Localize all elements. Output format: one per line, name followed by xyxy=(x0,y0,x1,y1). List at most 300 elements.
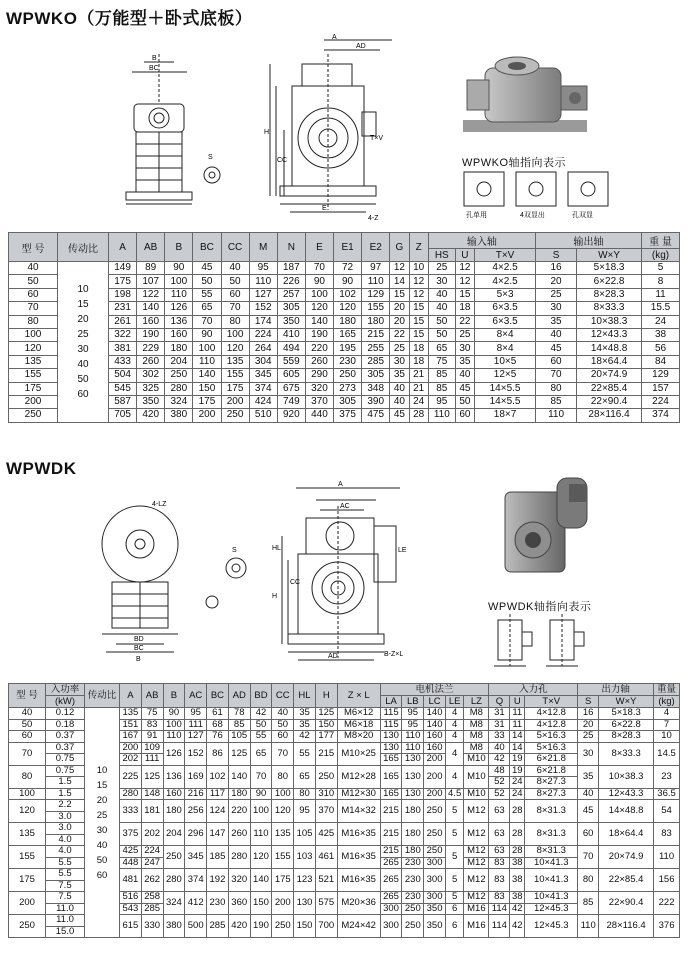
table-cell: 265 xyxy=(380,857,402,869)
table-cell: M10 xyxy=(464,765,489,788)
table-cell: 45 xyxy=(578,800,599,823)
table-row xyxy=(9,369,680,382)
hdr-flange-group: 电机法兰 xyxy=(380,684,489,696)
table-cell: 559 xyxy=(277,355,305,368)
table-cell: 109 xyxy=(141,742,163,754)
table-cell: 52 xyxy=(489,777,510,789)
table-cell: 75 xyxy=(141,708,163,720)
table-cell: 20 xyxy=(578,719,599,731)
table-cell: 18×64.4 xyxy=(577,355,642,368)
table-cell: 256 xyxy=(185,800,207,823)
label-HL: HL xyxy=(272,545,281,552)
cell-model: 80 xyxy=(9,315,58,328)
table-cell: 28×116.4 xyxy=(577,409,642,422)
table-cell: 374 xyxy=(642,409,680,422)
label-BC: BC xyxy=(149,65,159,72)
label-E: E xyxy=(322,205,327,212)
table-cell: 192 xyxy=(207,869,229,892)
cell-power: 0.37 xyxy=(46,742,85,754)
table-cell: 204 xyxy=(163,823,185,846)
table-cell: 160 xyxy=(137,315,165,328)
hdr-col: E2 xyxy=(362,233,390,262)
table-cell: 230 xyxy=(207,892,229,915)
table-cell: 187 xyxy=(277,262,305,275)
table-cell: 28 xyxy=(510,846,525,858)
hdr-sub: T×V xyxy=(525,696,578,708)
label-BC: BC xyxy=(134,645,144,652)
table-cell: 155 xyxy=(362,302,390,315)
table-cell: 250 xyxy=(424,823,446,846)
table-cell: 4 xyxy=(445,731,463,743)
table-cell: 155 xyxy=(272,846,294,869)
table-cell: 136 xyxy=(165,315,193,328)
table-cell: 8×31.3 xyxy=(525,800,578,823)
cell-power: 5.5 xyxy=(46,869,85,881)
cell-power: 4.0 xyxy=(46,846,85,858)
table-cell: 10 xyxy=(654,731,680,743)
table-cell: 257 xyxy=(277,288,305,301)
table-cell: 6×21.8 xyxy=(525,754,578,766)
cell-model: 200 xyxy=(9,395,58,408)
table-cell: 24 xyxy=(409,395,428,408)
table-cell: 18 xyxy=(409,342,428,355)
table-cell: 15 xyxy=(409,302,428,315)
table-cell: 215 xyxy=(315,742,337,765)
table-cell: 700 xyxy=(315,915,337,938)
table-cell: 8×28.3 xyxy=(599,731,654,743)
table-cell: 350 xyxy=(137,395,165,408)
table-row xyxy=(9,288,680,301)
table-cell: 80 xyxy=(221,315,249,328)
table-cell: 22 xyxy=(390,328,409,341)
table-cell: M12 xyxy=(464,800,489,823)
cell-power: 7.5 xyxy=(46,892,85,904)
table-cell: 181 xyxy=(141,800,163,823)
table-cell: 110 xyxy=(193,355,221,368)
hdr-col: AC xyxy=(185,684,207,708)
cell-model: 50 xyxy=(9,275,58,288)
table-cell: 35 xyxy=(294,708,316,720)
table-cell: 5 xyxy=(445,846,463,869)
table-cell: 130 xyxy=(402,754,424,766)
table-cell: 258 xyxy=(141,892,163,904)
table-cell: 12×5 xyxy=(475,369,536,382)
table-cell: 50 xyxy=(428,328,455,341)
table-cell: 15 xyxy=(409,315,428,328)
table-cell: 175 xyxy=(272,869,294,892)
table-cell: 305 xyxy=(362,369,390,382)
table-cell: 5 xyxy=(445,800,463,823)
table-cell: 83 xyxy=(654,823,680,846)
table-cell: 360 xyxy=(228,892,250,915)
table-cell: 111 xyxy=(185,719,207,731)
wpwdk-front-view-drawing xyxy=(270,480,420,675)
table-cell: 250 xyxy=(165,369,193,382)
table-cell: 224 xyxy=(642,395,680,408)
table-cell: 230 xyxy=(334,355,362,368)
table-cell: 280 xyxy=(165,382,193,395)
table-cell: 200 xyxy=(272,892,294,915)
table-cell: 250 xyxy=(424,800,446,823)
table-cell: 10×38.3 xyxy=(599,765,654,788)
table-cell: 160 xyxy=(424,742,446,754)
table-cell: 222 xyxy=(654,892,680,915)
table-cell: 30 xyxy=(536,302,577,315)
cell-model: 175 xyxy=(9,869,46,892)
table-cell: M16×35 xyxy=(337,823,380,846)
cell-model: 70 xyxy=(9,742,46,765)
table-cell: 285 xyxy=(141,903,163,915)
table-cell: 85 xyxy=(536,395,577,408)
table-cell: 18×64.4 xyxy=(599,823,654,846)
table-cell: 425 xyxy=(315,823,337,846)
table-cell: M12×30 xyxy=(337,788,380,800)
hdr-col: N xyxy=(277,233,305,262)
table-cell: 24 xyxy=(510,788,525,800)
ratio-value: 30 xyxy=(96,824,108,836)
table-cell: 30 xyxy=(578,742,599,765)
hdr-col: BC xyxy=(193,233,221,262)
table-cell: 155 xyxy=(221,369,249,382)
table-cell: 280 xyxy=(228,846,250,869)
table-cell: 63 xyxy=(489,846,510,858)
hdr-col: M xyxy=(249,233,277,262)
table-cell: 33 xyxy=(489,731,510,743)
table-cell: 100 xyxy=(221,328,249,341)
cell-model: 100 xyxy=(9,788,46,800)
table-cell: 615 xyxy=(120,915,142,938)
hdr-sub: (kg) xyxy=(642,249,680,262)
table-cell: 285 xyxy=(207,915,229,938)
table-cell: 380 xyxy=(165,409,193,422)
table-cell: 107 xyxy=(137,275,165,288)
table-cell: 89 xyxy=(137,262,165,275)
table-row xyxy=(9,275,680,288)
cell-model: 155 xyxy=(9,369,58,382)
cell-model: 200 xyxy=(9,892,46,915)
table-cell: 130 xyxy=(402,765,424,788)
table-cell: M12 xyxy=(464,857,489,869)
table-cell: 410 xyxy=(277,328,305,341)
table-cell: 324 xyxy=(165,395,193,408)
table-cell: 12×45.3 xyxy=(525,915,578,938)
table-cell: 12×43.3 xyxy=(599,788,654,800)
wpwdk-orientation-caption: WPWDK轴指向表示 xyxy=(488,601,592,613)
table-cell: 185 xyxy=(207,846,229,869)
table-cell: 255 xyxy=(362,342,390,355)
table-cell: 262 xyxy=(141,869,163,892)
cell-model: 250 xyxy=(9,409,58,422)
table-cell: 265 xyxy=(380,892,402,904)
table-cell: 190 xyxy=(305,328,333,341)
table-cell: 370 xyxy=(305,395,333,408)
label-BD: BD xyxy=(134,636,144,643)
ratio-value: 40 xyxy=(96,839,108,851)
wpwdk-orientation-diagrams xyxy=(490,612,600,674)
table-cell: 95 xyxy=(249,262,277,275)
table-cell: 140 xyxy=(193,369,221,382)
table-cell: 320 xyxy=(305,382,333,395)
hdr-sub: U xyxy=(510,696,525,708)
table-cell: 448 xyxy=(120,857,142,869)
table-cell: 21 xyxy=(409,369,428,382)
ratio-value: 25 xyxy=(96,809,108,821)
label-A: A xyxy=(338,481,343,488)
table-cell: 140 xyxy=(228,765,250,788)
table-cell: 4 xyxy=(445,742,463,765)
table-cell: 40 xyxy=(272,708,294,720)
table-cell: 38 xyxy=(510,869,525,892)
hdr-sub: LE xyxy=(445,696,463,708)
table-cell: 231 xyxy=(109,302,137,315)
table-cell: 160 xyxy=(163,788,185,800)
table-cell: 110 xyxy=(402,742,424,754)
table-cell: 8×4 xyxy=(475,342,536,355)
table-cell: 320 xyxy=(228,869,250,892)
table-cell: M10×25 xyxy=(337,742,380,765)
table-cell: 68 xyxy=(207,719,229,731)
table-cell: 52 xyxy=(489,788,510,800)
table-cell: 38 xyxy=(510,857,525,869)
table-cell: 100 xyxy=(250,800,272,823)
table-cell: 90 xyxy=(334,275,362,288)
table-cell: 23 xyxy=(654,765,680,788)
table-cell: 10×41.3 xyxy=(525,869,578,892)
hdr-output-group: 输出轴 xyxy=(536,233,642,249)
table-cell: 461 xyxy=(315,846,337,869)
table-cell: 6×3.5 xyxy=(475,302,536,315)
table-cell: 110 xyxy=(165,288,193,301)
table-cell: 65 xyxy=(428,342,455,355)
table-cell: 4×12.8 xyxy=(525,708,578,720)
table-cell: 56 xyxy=(642,342,680,355)
table-cell: 72 xyxy=(334,262,362,275)
table-cell: 102 xyxy=(207,765,229,788)
table-cell: 40 xyxy=(455,369,474,382)
table-cell: 35 xyxy=(294,719,316,731)
table-cell: 280 xyxy=(163,869,185,892)
table-row xyxy=(9,262,680,275)
table-cell: 200 xyxy=(424,788,446,800)
hdr-output-group: 出力轴 xyxy=(578,684,654,696)
table-cell: 70 xyxy=(578,846,599,869)
table-cell: 8×28.3 xyxy=(577,288,642,301)
table-cell: 370 xyxy=(315,800,337,823)
table-cell: 19 xyxy=(510,765,525,777)
table-cell: 45 xyxy=(390,409,409,422)
table-cell: 90 xyxy=(193,328,221,341)
table-cell: 125 xyxy=(141,765,163,788)
ratio-value: 15 xyxy=(96,779,108,791)
cell-power: 0.12 xyxy=(46,708,85,720)
label-H: H xyxy=(264,129,270,136)
table-cell: 265 xyxy=(380,869,402,892)
table-cell: 175 xyxy=(193,395,221,408)
table-cell: 4.5 xyxy=(445,788,463,800)
table-cell: 8×33.3 xyxy=(577,302,642,315)
table-cell: 300 xyxy=(424,869,446,892)
cell-model: 135 xyxy=(9,823,46,846)
table-cell: 250 xyxy=(424,846,446,858)
table-cell: 127 xyxy=(185,731,207,743)
table-cell: 225 xyxy=(120,765,142,788)
table-cell: 110 xyxy=(428,409,455,422)
label-TV: T×V xyxy=(370,135,384,142)
table-cell: 175 xyxy=(109,275,137,288)
label-B: B xyxy=(136,656,141,663)
table-cell: M8 xyxy=(464,742,489,754)
table-cell: 545 xyxy=(109,382,137,395)
cell-model: 120 xyxy=(9,800,46,823)
label-B: B xyxy=(152,55,157,62)
table-cell: M20×36 xyxy=(337,892,380,915)
hdr-sub: Q xyxy=(489,696,510,708)
cell-model: 60 xyxy=(9,288,58,301)
orientation-label-1: 孔单用 xyxy=(466,212,487,219)
table-cell: M10 xyxy=(464,754,489,766)
table-cell: 150 xyxy=(315,719,337,731)
table-cell: 42 xyxy=(510,903,525,915)
table-cell: 250 xyxy=(221,409,249,422)
table-cell: 80 xyxy=(536,382,577,395)
table-cell: 60 xyxy=(272,731,294,743)
table-cell: 147 xyxy=(207,823,229,846)
table-cell: 135 xyxy=(221,355,249,368)
table-cell: 260 xyxy=(228,823,250,846)
table-row xyxy=(9,409,680,422)
table-cell: 215 xyxy=(380,800,402,823)
ratio-value: 40 xyxy=(77,358,89,370)
table-cell: M12 xyxy=(464,869,489,892)
table-cell: 18×7 xyxy=(475,409,536,422)
hdr-ratio: 传动比 xyxy=(85,684,120,708)
table-cell: 10×41.3 xyxy=(525,892,578,904)
cell-power: 15.0 xyxy=(46,926,85,938)
table-cell: 177 xyxy=(315,731,337,743)
table-cell: 140 xyxy=(305,315,333,328)
hdr-col: A xyxy=(120,684,142,708)
ratio-value: 10 xyxy=(77,283,89,295)
table-cell: 180 xyxy=(362,315,390,328)
table-cell: 300 xyxy=(380,915,402,938)
hdr-col: B xyxy=(165,233,193,262)
table-cell: 5×3 xyxy=(475,288,536,301)
wpwdk-side-view-drawing xyxy=(92,494,262,664)
cell-power: 1.5 xyxy=(46,777,85,789)
table-cell: 90 xyxy=(305,275,333,288)
table-cell: 151 xyxy=(120,719,142,731)
table-cell: M12 xyxy=(464,823,489,846)
table-cell: 302 xyxy=(137,369,165,382)
table-cell: 215 xyxy=(380,846,402,858)
hdr-col: BC xyxy=(207,684,229,708)
table-cell: 273 xyxy=(334,382,362,395)
hdr-sub: S xyxy=(536,249,577,262)
table-cell: 130 xyxy=(294,892,316,915)
table-cell: 24 xyxy=(642,315,680,328)
table-cell: 150 xyxy=(250,892,272,915)
table-cell: 200 xyxy=(193,409,221,422)
table-cell: 90 xyxy=(163,708,185,720)
table-row xyxy=(9,355,680,368)
label-S: S xyxy=(232,547,237,554)
table-cell: 90 xyxy=(250,788,272,800)
label-LZ: 4-LZ xyxy=(152,501,167,508)
table-cell: 78 xyxy=(228,708,250,720)
hdr-col: HL xyxy=(294,684,316,708)
ratio-value: 30 xyxy=(77,343,89,355)
table-cell: 22 xyxy=(455,315,474,328)
hdr-model: 型 号 xyxy=(9,233,58,262)
table-cell: 180 xyxy=(163,800,185,823)
table-cell: 50 xyxy=(455,395,474,408)
table-cell: 5 xyxy=(445,892,463,904)
table-cell: 22×90.4 xyxy=(599,892,654,915)
table-cell: 305 xyxy=(277,302,305,315)
hdr-col: B xyxy=(163,684,185,708)
table-cell: 4 xyxy=(445,719,463,731)
hdr-ratio: 传动比 xyxy=(58,233,109,262)
table-cell: 324 xyxy=(163,892,185,915)
table-cell: 85 xyxy=(228,719,250,731)
hdr-sub: (kg) xyxy=(654,696,680,708)
table-cell: 102 xyxy=(334,288,362,301)
hdr-col: E1 xyxy=(334,233,362,262)
table-cell: 260 xyxy=(305,355,333,368)
table-cell: 60 xyxy=(536,355,577,368)
cell-power: 1.5 xyxy=(46,788,85,800)
table-cell: 165 xyxy=(334,328,362,341)
table-cell: 424 xyxy=(249,395,277,408)
table-cell: 150 xyxy=(193,382,221,395)
table-cell: 36.5 xyxy=(654,788,680,800)
cell-model: 155 xyxy=(9,846,46,869)
table-cell: 12 xyxy=(455,275,474,288)
table-cell: 95 xyxy=(402,708,424,720)
table-cell: 140 xyxy=(424,708,446,720)
table-cell: 110 xyxy=(578,915,599,938)
table-cell: M12×28 xyxy=(337,765,380,788)
table-cell: 425 xyxy=(120,846,142,858)
table-cell: 70 xyxy=(272,742,294,765)
table-cell: 15 xyxy=(409,328,428,341)
table-cell: 129 xyxy=(642,369,680,382)
table-cell: 180 xyxy=(402,846,424,858)
table-cell: M16 xyxy=(464,915,489,938)
hdr-sub: LA xyxy=(380,696,402,708)
table-cell: 247 xyxy=(141,857,163,869)
cell-power: 11.0 xyxy=(46,915,85,927)
table-cell: 20 xyxy=(390,302,409,315)
table-cell: 8×31.3 xyxy=(525,823,578,846)
cell-power: 7.5 xyxy=(46,880,85,892)
cell-model: 135 xyxy=(9,355,58,368)
cell-model: 60 xyxy=(9,731,46,743)
table-cell: 30 xyxy=(428,275,455,288)
table-cell: 481 xyxy=(120,869,142,892)
table-cell: 31 xyxy=(489,719,510,731)
table-row xyxy=(9,302,680,315)
hdr-sub: U xyxy=(455,249,474,262)
table-cell: 25 xyxy=(536,288,577,301)
table-cell: 100 xyxy=(272,788,294,800)
ratio-value: 50 xyxy=(96,854,108,866)
table-cell: 105 xyxy=(294,823,316,846)
table-cell: 97 xyxy=(362,262,390,275)
table-cell: 190 xyxy=(137,328,165,341)
table-cell: 65 xyxy=(294,765,316,788)
table-cell: 304 xyxy=(249,355,277,368)
